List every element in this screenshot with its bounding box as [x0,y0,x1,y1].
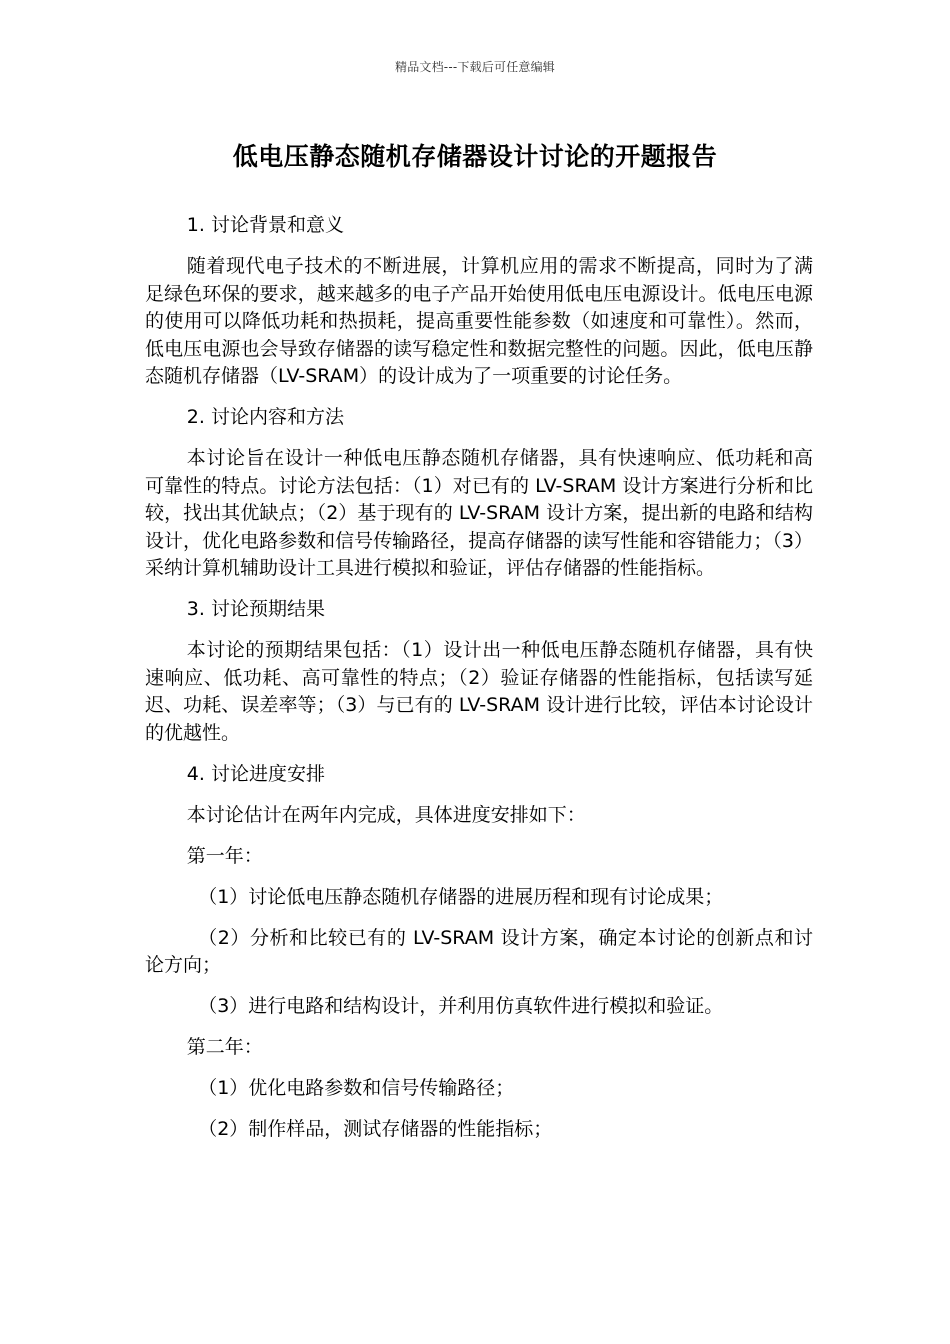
section-heading-schedule: 4. 讨论进度安排 [186,762,325,785]
paragraph-background: 随着现代电子技术的不断进展，计算机应用的需求不断提高，同时为了满足绿色环保的要求，越来越多的电子产品开始使用低电压电源设计。低电压电源的使用可以降低功耗和热损耗，提高重要性能参数（如速度和可靠性）。然而，低电压电源也会导致存储器的读写稳定性和数据完整性的问题。因此，低电压静态随机存储器（LV-SRAM）的设计成为了一项重要的讨论任务。 [145,255,813,387]
year-two-item: （1）优化电路参数和信号传输路径； [198,1077,515,1099]
section-heading-expected-results: 3. 讨论预期结果 [186,598,325,620]
page-title: 低电压静态随机存储器设计讨论的开题报告 [232,142,718,171]
year-one-label: 第一年： [186,844,263,867]
year-one-item: （3）进行电路和结构设计，并利用仿真软件进行模拟和验证。 [198,995,724,1017]
watermark: 精品文档---下载后可任意编辑 [395,60,555,74]
year-one-item: （2）分析和比较已有的 LV-SRAM 设计方案，确定本讨论的创新点和讨论方向； [145,926,813,976]
year-two-label: 第二年： [186,1036,263,1058]
document-body [145,212,813,1157]
section-heading-background: 1. 讨论背景和意义 [186,214,344,236]
paragraph-content-method: 本讨论旨在设计一种低电压静态随机存储器，具有快速响应、低功耗和高可靠性的特点。讨论方法包括：（1）对已有的 LV-SRAM 设计方案进行分析和比较，找出其优缺点；（2）基于现有的 LV-SRAM 设计方案，提出新的电路和结构设计，优化电路参数和信号传输路径，提高存储器的读写性能和容错能力；（3）采纳计算机辅助设计工具进行模拟和验证，评估存储器的性能指标。 [145,447,813,579]
year-two-item: （2）制作样品，测试存储器的性能指标； [198,1118,553,1140]
paragraph-schedule-intro: 本讨论估计在两年内完成，具体进度安排如下： [186,803,586,826]
paragraph-expected-results: 本讨论的预期结果包括：（1）设计出一种低电压静态随机存储器，具有快速响应、低功耗、高可靠性的特点；（2）验证存储器的性能指标，包括读写延迟、功耗、误差率等；（3）与已有的 LV-SRAM 设计进行比较，评估本讨论设计的优越性。 [145,639,813,744]
section-heading-content-method: 2. 讨论内容和方法 [186,406,344,428]
year-one-item: （1）讨论低电压静态随机存储器的进展历程和现有讨论成果； [198,885,724,908]
